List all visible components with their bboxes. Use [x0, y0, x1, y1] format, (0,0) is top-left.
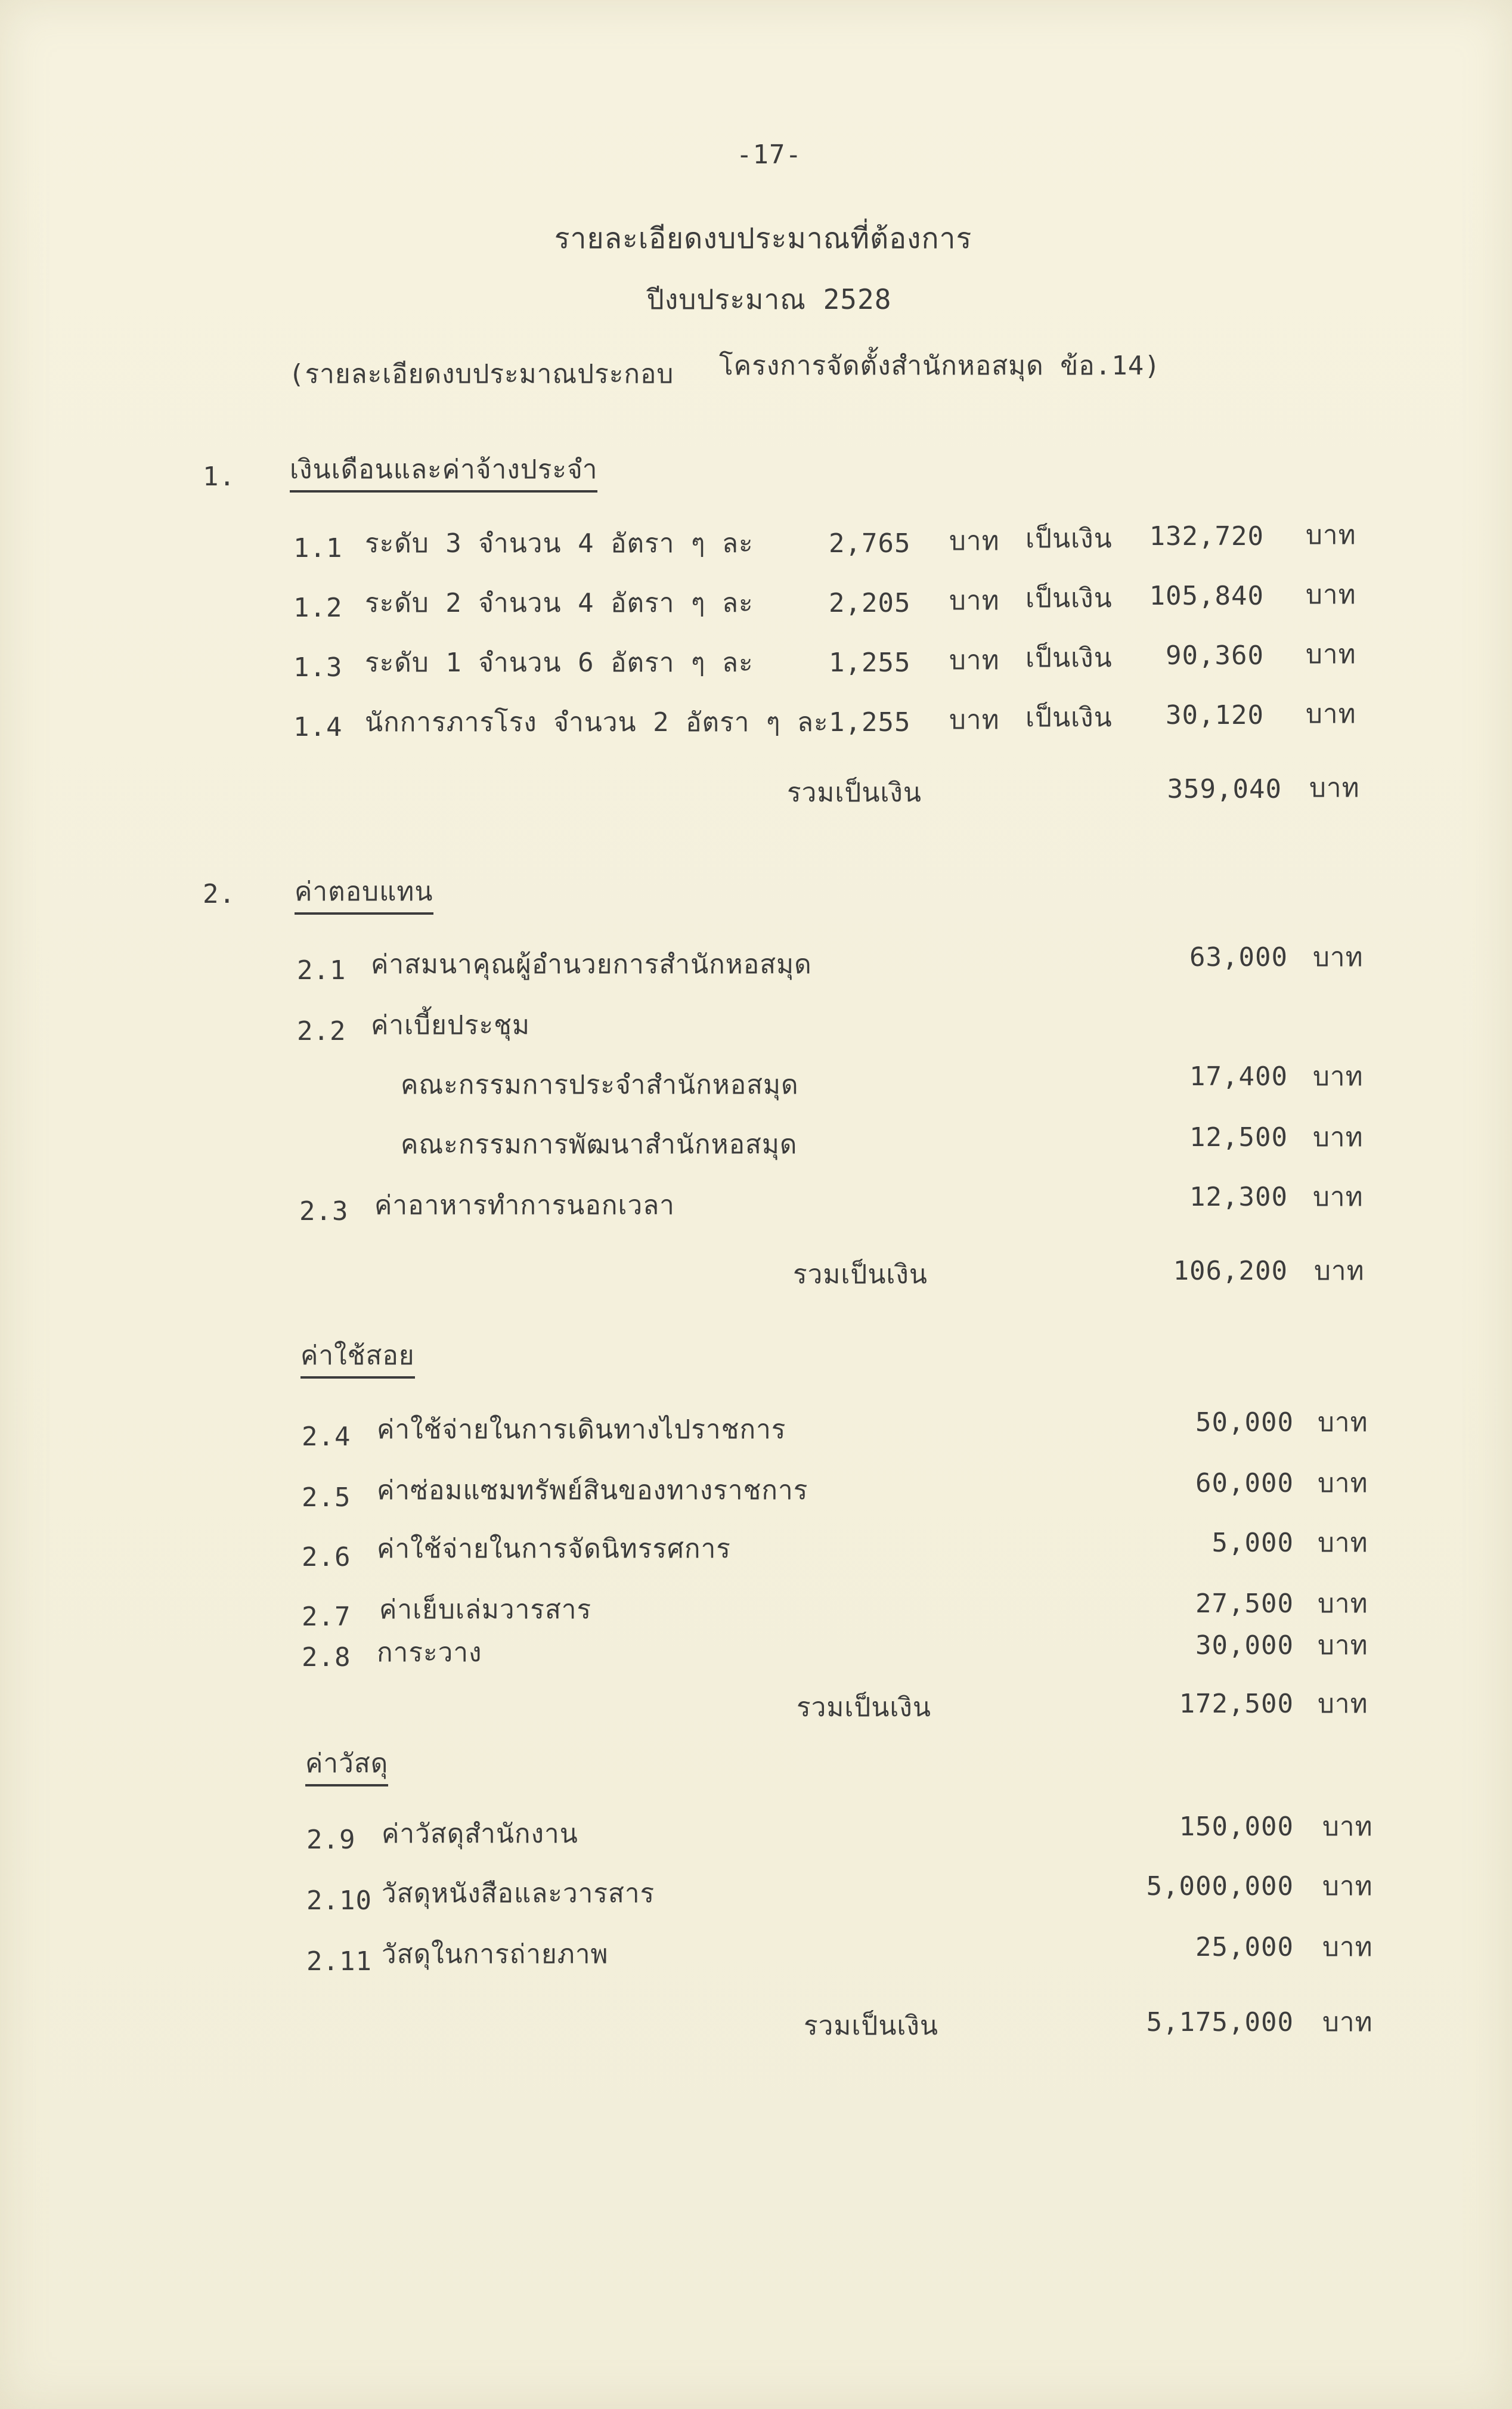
fiscal-year: ปีงบประมาณ 2528	[646, 283, 892, 315]
row-rate-unit: บาท	[949, 526, 1000, 556]
row-description: ระดับ 3 จำนวน 4 อัตรา ๆ ละ	[365, 528, 754, 559]
row-amount: 30,120	[1166, 700, 1264, 730]
section-4-total-unit: บาท	[1322, 2007, 1373, 2038]
section-3-total: 172,500	[1179, 1689, 1294, 1719]
document-title: รายละเอียดงบประมาณที่ต้องการ	[554, 222, 972, 255]
row-number: 2.10	[306, 1885, 372, 1916]
row-unit: บาท	[1306, 699, 1356, 729]
section-2-total: 106,200	[1173, 1256, 1288, 1286]
row-description: ค่าวัสดุสำนักงาน	[382, 1819, 578, 1849]
section-2-number: 2.	[203, 879, 236, 909]
row-number: 2.5	[302, 1482, 351, 1513]
row-amount: 60,000	[1195, 1468, 1294, 1498]
row-amount: 12,300	[1189, 1182, 1288, 1212]
section-4-total-label: รวมเป็นเงิน	[804, 2011, 938, 2041]
row-description: ค่าใช้จ่ายในการจัดนิทรรศการ	[377, 1534, 731, 1564]
row-description: นักการภารโรง จำนวน 2 อัตรา ๆ ละ	[365, 707, 829, 738]
row-unit: บาท	[1318, 1407, 1368, 1438]
row-description: ค่าสมนาคุณผู้อำนวยการสำนักหอสมุด	[371, 949, 812, 980]
row-description: คณะกรรมการพัฒนาสำนักหอสมุด	[401, 1129, 798, 1160]
row-number: 2.8	[302, 1642, 351, 1673]
row-unit: บาท	[1313, 1182, 1364, 1212]
row-number: 1.2	[293, 593, 343, 623]
row-amount: 50,000	[1195, 1407, 1294, 1438]
row-as-money: เป็นเงิน	[1025, 702, 1113, 733]
row-description: ระดับ 2 จำนวน 4 อัตรา ๆ ละ	[365, 588, 754, 618]
row-as-money: เป็นเงิน	[1025, 583, 1113, 614]
row-description: วัสดุหนังสือและวารสาร	[382, 1878, 655, 1909]
row-number: 2.4	[302, 1422, 351, 1452]
row-unit: บาท	[1313, 1122, 1364, 1153]
row-number: 2.11	[306, 1946, 372, 1977]
section-1-heading: เงินเดือนและค่าจ้างประจำ	[290, 453, 597, 493]
section-1-total: 359,040	[1167, 774, 1282, 804]
row-number: 2.3	[299, 1196, 349, 1227]
row-amount: 30,000	[1195, 1630, 1294, 1661]
row-rate-unit: บาท	[949, 586, 1000, 616]
row-unit: บาท	[1322, 1812, 1373, 1842]
row-number: 1.3	[293, 652, 343, 683]
section-2-total-unit: บาท	[1314, 1256, 1365, 1286]
section-2-total-label: รวมเป็นเงิน	[793, 1259, 928, 1290]
row-description: ค่าเย็บเล่มวารสาร	[379, 1594, 592, 1625]
row-unit: บาท	[1318, 1589, 1368, 1619]
row-description: คณะกรรมการประจำสำนักหอสมุด	[401, 1070, 799, 1100]
section-4-heading: ค่าวัสดุ	[305, 1747, 388, 1786]
section-3-total-label: รวมเป็นเงิน	[797, 1692, 931, 1723]
row-amount: 5,000,000	[1146, 1871, 1294, 1902]
row-amount: 150,000	[1179, 1812, 1294, 1842]
row-description: การะวาง	[377, 1637, 482, 1668]
row-number: 2.2	[297, 1016, 346, 1046]
row-amount: 12,500	[1189, 1122, 1288, 1153]
row-number: 1.4	[293, 712, 343, 742]
row-amount: 132,720	[1149, 521, 1264, 552]
row-unit: บาท	[1313, 942, 1364, 973]
row-unit: บาท	[1322, 1932, 1373, 1962]
row-unit: บาท	[1318, 1528, 1368, 1558]
row-amount: 25,000	[1195, 1932, 1294, 1962]
detail-right: โครงการจัดตั้งสำนักหอสมุด ข้อ.14)	[719, 351, 1161, 381]
row-unit: บาท	[1322, 1871, 1373, 1902]
row-rate: 1,255	[829, 648, 911, 678]
row-number: 2.1	[297, 955, 346, 986]
row-description: ค่าเบี้ยประชุม	[371, 1010, 530, 1041]
row-number: 1.1	[293, 533, 343, 563]
row-unit: บาท	[1318, 1630, 1368, 1661]
row-number: 2.7	[302, 1602, 351, 1632]
row-description: ระดับ 1 จำนวน 6 อัตรา ๆ ละ	[365, 648, 754, 678]
section-3-heading: ค่าใช้สอย	[300, 1339, 415, 1379]
row-rate-unit: บาท	[949, 645, 1000, 676]
row-unit: บาท	[1306, 580, 1356, 610]
row-amount: 105,840	[1149, 581, 1264, 611]
row-number: 2.9	[306, 1825, 356, 1855]
section-1-total-label: รวมเป็นเงิน	[787, 778, 922, 808]
row-as-money: เป็นเงิน	[1025, 524, 1113, 554]
row-unit: บาท	[1318, 1468, 1368, 1498]
row-rate-unit: บาท	[949, 705, 1000, 735]
row-amount: 17,400	[1189, 1061, 1288, 1092]
row-description: ค่าใช้จ่ายในการเดินทางไปราชการ	[377, 1414, 786, 1445]
section-1-number: 1.	[203, 462, 236, 492]
row-unit: บาท	[1306, 520, 1356, 550]
row-number: 2.6	[302, 1542, 351, 1572]
row-amount: 27,500	[1195, 1589, 1294, 1619]
section-3-total-unit: บาท	[1318, 1689, 1368, 1719]
page-number: -17-	[736, 140, 802, 170]
row-unit: บาท	[1306, 639, 1356, 670]
section-4-total: 5,175,000	[1146, 2007, 1294, 2038]
row-amount: 90,360	[1166, 640, 1264, 671]
row-description: ค่าอาหารทำการนอกเวลา	[374, 1190, 675, 1221]
row-rate: 2,765	[829, 528, 911, 559]
row-description: วัสดุในการถ่ายภาพ	[382, 1939, 609, 1970]
row-rate: 1,255	[829, 707, 911, 738]
row-as-money: เป็นเงิน	[1025, 643, 1113, 673]
section-1-total-unit: บาท	[1309, 773, 1360, 803]
row-amount: 63,000	[1189, 942, 1288, 973]
row-description: ค่าซ่อมแซมทรัพย์สินของทางราชการ	[377, 1475, 808, 1506]
row-unit: บาท	[1313, 1061, 1364, 1092]
section-2-heading: ค่าตอบแทน	[295, 875, 433, 915]
detail-left: (รายละเอียดงบประมาณประกอบ	[289, 359, 674, 389]
row-rate: 2,205	[829, 588, 911, 618]
row-amount: 5,000	[1212, 1528, 1294, 1558]
